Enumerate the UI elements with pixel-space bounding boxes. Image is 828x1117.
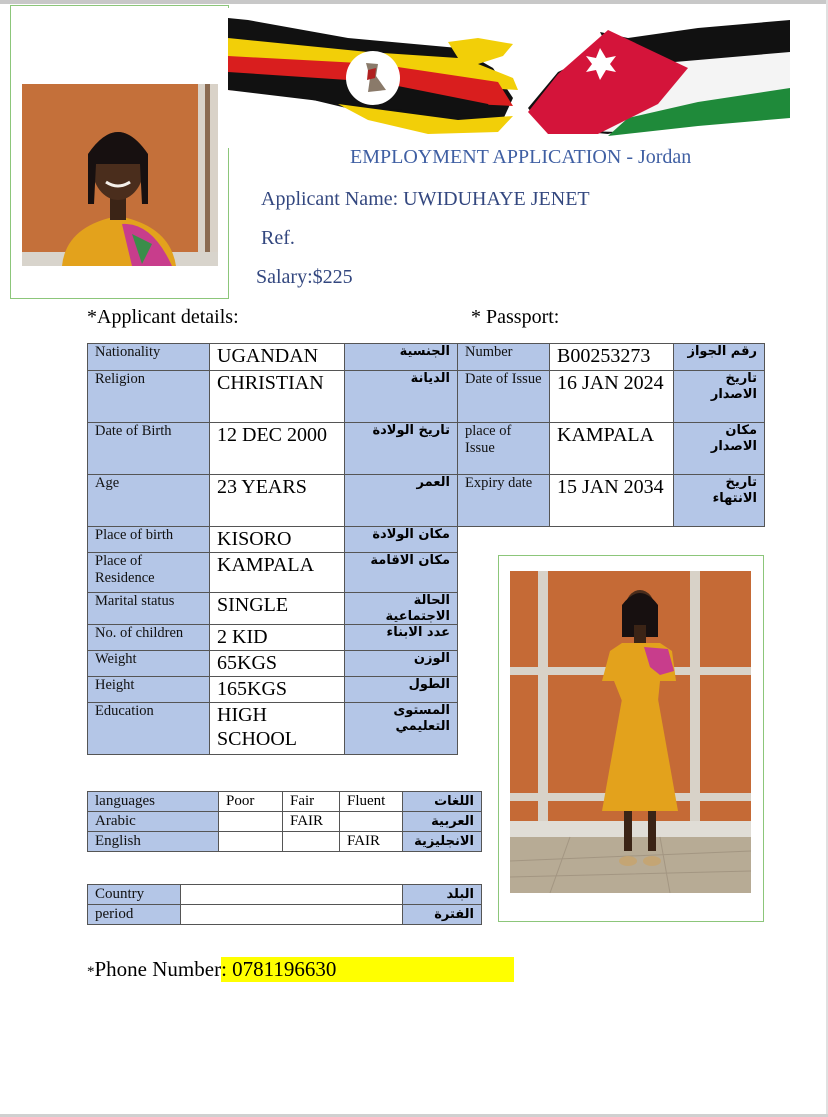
uganda-jordan-handshake-image bbox=[228, 8, 790, 148]
portrait-photo-frame bbox=[10, 5, 229, 299]
experience-value bbox=[181, 885, 403, 905]
full-length-photo-frame bbox=[498, 555, 764, 922]
languages-header: Fluent bbox=[340, 792, 403, 812]
language-level bbox=[219, 812, 283, 832]
detail-label: Height bbox=[88, 677, 210, 703]
passport-arabic: تاريخ الانتهاء bbox=[674, 475, 765, 527]
languages-table bbox=[87, 791, 482, 852]
table-row bbox=[88, 423, 458, 475]
passport-value: KAMPALA bbox=[550, 423, 674, 475]
table-row bbox=[88, 885, 482, 905]
passport-arabic: رقم الجواز bbox=[674, 344, 765, 371]
passport-label: Date of Issue bbox=[458, 371, 550, 423]
languages-header: اللغات bbox=[403, 792, 482, 812]
passport-table bbox=[457, 343, 765, 527]
table-row bbox=[88, 677, 458, 703]
detail-value: UGANDAN bbox=[210, 344, 345, 371]
table-row bbox=[88, 625, 458, 651]
detail-value: 2 KID bbox=[210, 625, 345, 651]
experience-arabic: البلد bbox=[403, 885, 482, 905]
phone-number-line bbox=[87, 957, 514, 982]
passport-heading: * Passport: bbox=[471, 306, 560, 328]
table-row bbox=[88, 792, 482, 812]
experience-arabic: الفترة bbox=[403, 905, 482, 925]
detail-label: Age bbox=[88, 475, 210, 527]
detail-arabic: الديانة bbox=[345, 371, 458, 423]
detail-label: Education bbox=[88, 703, 210, 755]
detail-value: 12 DEC 2000 bbox=[210, 423, 345, 475]
passport-label: Number bbox=[458, 344, 550, 371]
language-arabic: الانجليزية bbox=[403, 832, 482, 852]
detail-label: Marital status bbox=[88, 593, 210, 625]
detail-value: 65KGS bbox=[210, 651, 345, 677]
salary: Salary:$225 bbox=[256, 266, 353, 288]
table-row bbox=[88, 905, 482, 925]
document-title: EMPLOYMENT APPLICATION - Jordan bbox=[350, 146, 692, 168]
detail-label: No. of children bbox=[88, 625, 210, 651]
table-row bbox=[458, 371, 765, 423]
detail-label: Weight bbox=[88, 651, 210, 677]
detail-arabic: تاريخ الولادة bbox=[345, 423, 458, 475]
detail-label: Nationality bbox=[88, 344, 210, 371]
detail-value: CHRISTIAN bbox=[210, 371, 345, 423]
experience-label: period bbox=[88, 905, 181, 925]
reference: Ref. bbox=[261, 227, 295, 249]
table-row bbox=[88, 371, 458, 423]
table-row bbox=[88, 475, 458, 527]
table-row bbox=[458, 423, 765, 475]
detail-arabic: مكان الاقامة bbox=[345, 553, 458, 593]
phone-number: : 0781196630 bbox=[221, 957, 514, 982]
detail-arabic: الجنسية bbox=[345, 344, 458, 371]
passport-arabic: تاريخ الاصدار bbox=[674, 371, 765, 423]
detail-arabic: المستوى التعليمي bbox=[345, 703, 458, 755]
detail-value: KAMPALA bbox=[210, 553, 345, 593]
passport-value: 16 JAN 2024 bbox=[550, 371, 674, 423]
detail-value: HIGH SCHOOL bbox=[210, 703, 345, 755]
detail-arabic: الوزن bbox=[345, 651, 458, 677]
passport-value: B00253273 bbox=[550, 344, 674, 371]
experience-label: Country bbox=[88, 885, 181, 905]
detail-arabic: عدد الابناء bbox=[345, 625, 458, 651]
detail-arabic: الطول bbox=[345, 677, 458, 703]
table-row bbox=[88, 593, 458, 625]
language-level bbox=[283, 832, 340, 852]
language-level: FAIR bbox=[283, 812, 340, 832]
detail-value: 23 YEARS bbox=[210, 475, 345, 527]
detail-value: KISORO bbox=[210, 527, 345, 553]
detail-arabic: الحالة الاجتماعية bbox=[345, 593, 458, 625]
table-row bbox=[458, 344, 765, 371]
detail-arabic: العمر bbox=[345, 475, 458, 527]
flags-handshake-banner bbox=[228, 8, 790, 148]
language-name: English bbox=[88, 832, 219, 852]
language-arabic: العربية bbox=[403, 812, 482, 832]
language-level: FAIR bbox=[340, 832, 403, 852]
language-level bbox=[340, 812, 403, 832]
detail-value: 165KGS bbox=[210, 677, 345, 703]
detail-label: Religion bbox=[88, 371, 210, 423]
applicant-name: Applicant Name: UWIDUHAYE JENET bbox=[261, 188, 590, 210]
top-border bbox=[0, 0, 828, 4]
experience-value bbox=[181, 905, 403, 925]
passport-label: Expiry date bbox=[458, 475, 550, 527]
passport-arabic: مكان الاصدار bbox=[674, 423, 765, 475]
detail-label: Place of Residence bbox=[88, 553, 210, 593]
language-name: Arabic bbox=[88, 812, 219, 832]
table-row bbox=[88, 812, 482, 832]
detail-label: Date of Birth bbox=[88, 423, 210, 475]
detail-arabic: مكان الولادة bbox=[345, 527, 458, 553]
table-row bbox=[88, 703, 458, 755]
full-length-photo bbox=[510, 571, 751, 893]
detail-value: SINGLE bbox=[210, 593, 345, 625]
languages-header: languages bbox=[88, 792, 219, 812]
table-row bbox=[458, 475, 765, 527]
detail-label: Place of birth bbox=[88, 527, 210, 553]
phone-prefix: * bbox=[87, 964, 95, 980]
portrait-photo bbox=[22, 84, 218, 266]
applicant-details-heading: *Applicant details: bbox=[87, 306, 239, 328]
table-row bbox=[88, 651, 458, 677]
applicant-details-table bbox=[87, 343, 458, 755]
table-row bbox=[88, 527, 458, 553]
table-row bbox=[88, 832, 482, 852]
language-level bbox=[219, 832, 283, 852]
languages-header: Fair bbox=[283, 792, 340, 812]
passport-value: 15 JAN 2034 bbox=[550, 475, 674, 527]
table-row bbox=[88, 344, 458, 371]
languages-header: Poor bbox=[219, 792, 283, 812]
experience-table bbox=[87, 884, 482, 925]
phone-label: Phone Number bbox=[94, 957, 222, 981]
passport-label: place of Issue bbox=[458, 423, 550, 475]
table-row bbox=[88, 553, 458, 593]
